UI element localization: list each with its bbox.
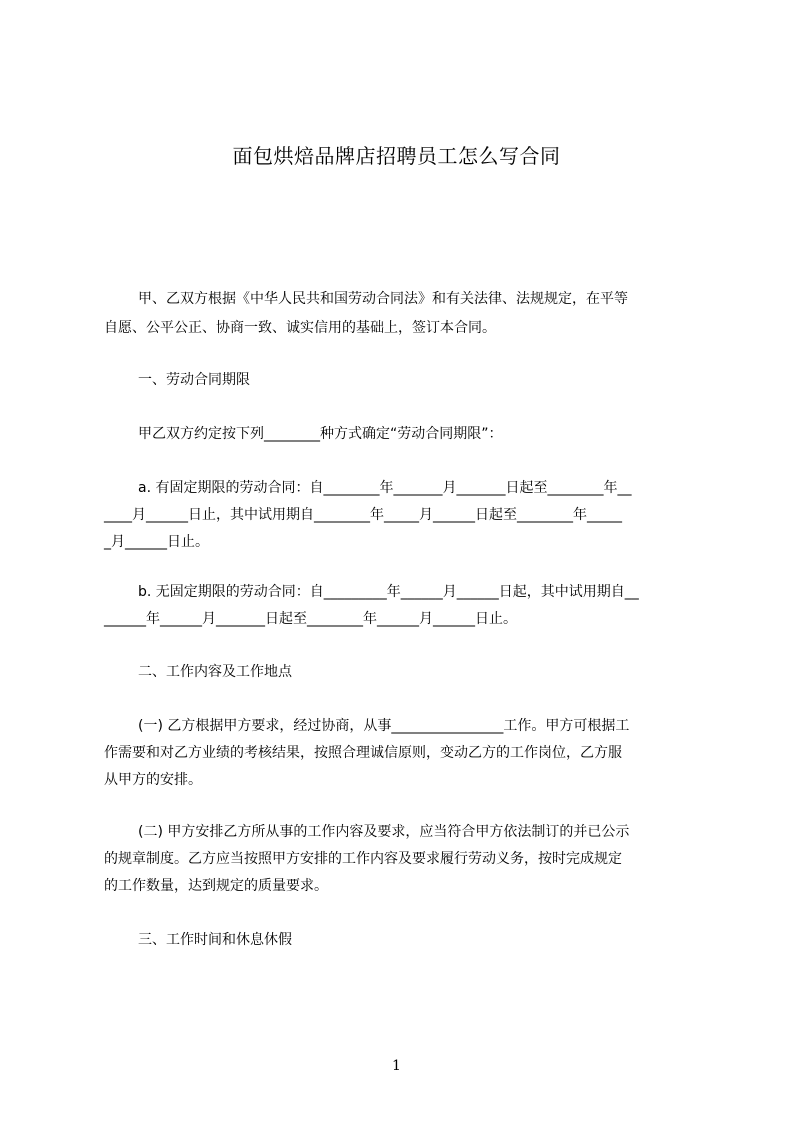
clause-1-line-2: 作需要和对乙方业绩的考核结果，按照合理诚信原则，变动乙方的工作岗位，乙方服 xyxy=(104,745,622,761)
clause-2-line-1: (二) 甲方安排乙方所从事的工作内容及要求，应当符合甲方依法制订的并已公示 xyxy=(138,824,630,840)
document-title: 面包烘焙品牌店招聘员工怎么写合同 xyxy=(232,144,561,168)
clause-1-line-1: (一) 乙方根据甲方要求，经过协商，从事________________工作。甲方可根据工 xyxy=(138,718,630,734)
clause-1-line-3: 从甲方的安排。 xyxy=(104,772,202,788)
fixed-term-line-2: ____月______日止，其中试用期自________年_____月______日起至________年_____ xyxy=(104,507,622,523)
fixed-term-line-3: _月______日止。 xyxy=(104,534,209,550)
section-3-heading: 三、工作时间和休息休假 xyxy=(138,932,292,948)
intro-line-2: 自愿、公平公正、协商一致、诚实信用的基础上，签订本合同。 xyxy=(104,320,496,336)
section-1-heading: 一、劳动合同期限 xyxy=(138,372,250,388)
clause-2-line-2: 的规章制度。乙方应当按照甲方安排的工作内容及要求履行劳动义务，按时完成规定 xyxy=(104,851,622,867)
section-2-heading: 二、工作内容及工作地点 xyxy=(138,664,292,680)
term-method-line: 甲乙双方约定按下列________种方式确定“劳动合同期限”： xyxy=(138,426,503,442)
open-term-line-2: ______年______月_______日起至________年______月______日止。 xyxy=(104,611,517,627)
fixed-term-line-1: a. 有固定期限的劳动合同：自________年_______月_______日起至________年__ xyxy=(138,480,632,496)
clause-2-line-3: 的工作数量，达到规定的质量要求。 xyxy=(104,878,328,894)
open-term-line-1: b. 无固定期限的劳动合同：自_________年______月______日起，其中试用期自__ xyxy=(138,584,639,600)
intro-line-1: 甲、乙双方根据《中华人民共和国劳动合同法》和有关法律、法规规定，在平等 xyxy=(138,291,628,307)
page-number: 1 xyxy=(392,1058,401,1074)
